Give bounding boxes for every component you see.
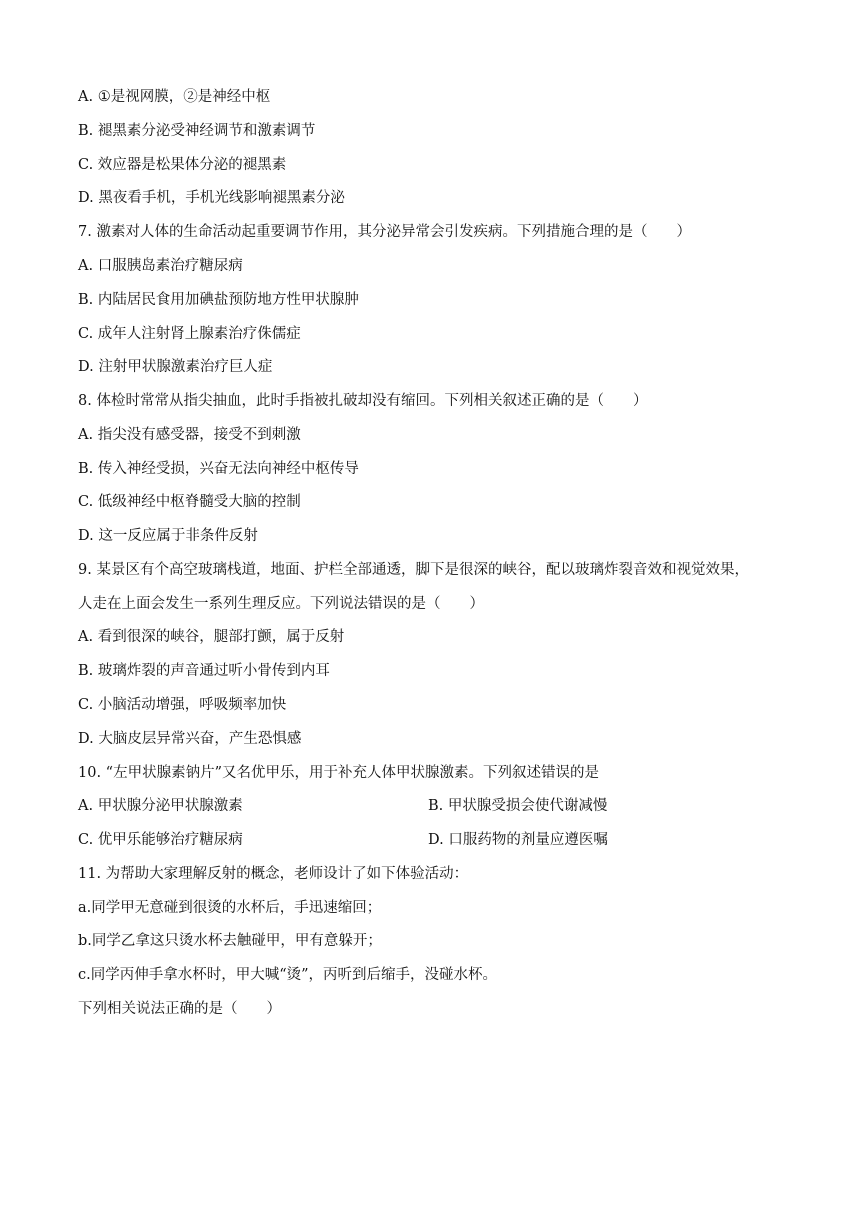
q11-item-b: b.同学乙拿这只烫水杯去触碰甲，甲有意躲开； — [78, 933, 382, 949]
q10-option-b: B. 甲状腺受损会使代谢减慢 — [428, 798, 608, 814]
q8-stem: 8. 体检时常常从指尖抽血，此时手指被扎破却没有缩回。下列相关叙述正确的是（ ） — [78, 393, 648, 409]
q11-question: 下列相关说法正确的是（ ） — [78, 1001, 281, 1017]
q8-option-c: C. 低级神经中枢脊髓受大脑的控制 — [78, 494, 301, 510]
q8-option-b: B. 传入神经受损，兴奋无法向神经中枢传导 — [78, 461, 359, 477]
q8-option-d: D. 这一反应属于非条件反射 — [78, 528, 258, 544]
q9-stem-line-1: 9. 某景区有个高空玻璃栈道，地面、护栏全部通透，脚下是很深的峡谷，配以玻璃炸裂音效和视觉效果， — [78, 562, 749, 578]
q7-option-a: A. 口服胰岛素治疗糖尿病 — [78, 258, 243, 274]
q7-option-b: B. 内陆居民食用加碘盐预防地方性甲状腺肿 — [78, 292, 359, 308]
q11-item-a: a.同学甲无意碰到很烫的水杯后，手迅速缩回； — [78, 900, 382, 916]
q8-option-a: A. 指尖没有感受器，接受不到刺激 — [78, 427, 301, 443]
q7-stem: 7. 激素对人体的生命活动起重要调节作用，其分泌异常会引发疾病。下列措施合理的是（ ） — [78, 224, 691, 240]
q10-option-d: D. 口服药物的剂量应遵医嘱 — [428, 832, 608, 848]
q11-item-c: c.同学丙伸手拿水杯时，甲大喊“烫”，丙听到后缩手，没碰水杯。 — [78, 967, 498, 983]
q9-option-a: A. 看到很深的峡谷，腿部打颤，属于反射 — [78, 629, 345, 645]
q6-option-d: D. 黑夜看手机，手机光线影响褪黑素分泌 — [78, 190, 345, 206]
q6-option-a: A. ①是视网膜，②是神经中枢 — [78, 89, 271, 105]
q6-option-b: B. 褪黑素分泌受神经调节和激素调节 — [78, 123, 316, 139]
q7-option-d: D. 注射甲状腺激素治疗巨人症 — [78, 359, 273, 375]
q9-option-b: B. 玻璃炸裂的声音通过听小骨传到内耳 — [78, 663, 330, 679]
q9-stem-line-2: 人走在上面会发生一系列生理反应。下列说法错误的是（ ） — [78, 596, 484, 612]
q7-option-c: C. 成年人注射肾上腺素治疗侏儒症 — [78, 326, 301, 342]
q9-option-c: C. 小脑活动增强，呼吸频率加快 — [78, 697, 287, 713]
q10-option-c: C. 优甲乐能够治疗糖尿病 — [78, 832, 243, 848]
q11-stem: 11. 为帮助大家理解反射的概念，老师设计了如下体验活动： — [78, 866, 469, 882]
q10-option-a: A. 甲状腺分泌甲状腺激素 — [78, 798, 243, 814]
q9-option-d: D. 大脑皮层异常兴奋，产生恐惧感 — [78, 731, 302, 747]
q10-stem: 10. “左甲状腺素钠片”又名优甲乐，用于补充人体甲状腺激素。下列叙述错误的是 — [78, 765, 599, 781]
q6-option-c: C. 效应器是松果体分泌的褪黑素 — [78, 157, 287, 173]
